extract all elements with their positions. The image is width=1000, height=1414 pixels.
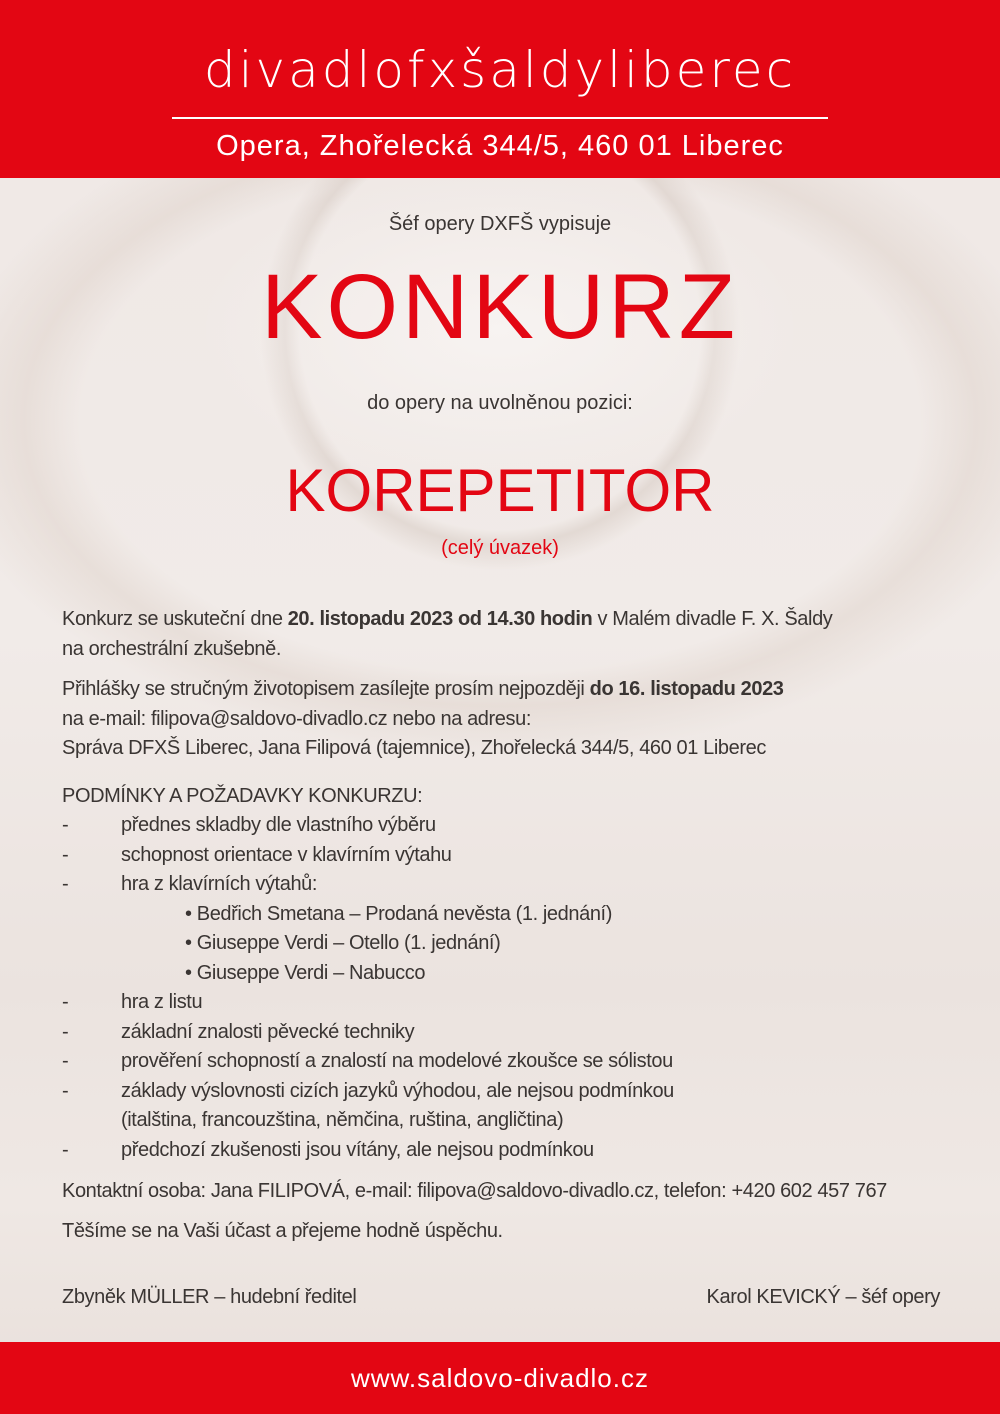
item-text: předchozí zkušenosti jsou vítány, ale nejsou podmínkou: [121, 1138, 594, 1161]
dash: -: [62, 1138, 69, 1161]
dash: -: [62, 1079, 69, 1102]
dash: -: [62, 843, 69, 866]
list-item-continuation: [62, 1106, 942, 1136]
body-content: [62, 605, 942, 1313]
website-link[interactable]: www.saldovo-divadlo.cz: [350, 1363, 649, 1393]
item-text: prověření schopností a znalostí na modelové zkoušce se sólistou: [121, 1050, 673, 1072]
conditions-heading: PODMÍNKY A POŽADAVKY KONKURZU:: [62, 784, 423, 807]
header-banner: [0, 0, 1000, 178]
position-note: (celý úvazek): [441, 537, 559, 559]
theatre-logo-title: divadlofxšaldyliberec: [203, 41, 797, 99]
text: Správa DFXŠ Liberec, Jana Filipová (tajemnice), Zhořelecká 344/5, 460 01 Liberec: [62, 737, 766, 759]
text: na orchestrální zkušebně.: [62, 637, 282, 660]
position-intro: do opery na uvolněnou pozici:: [367, 392, 633, 414]
list-item: [62, 1077, 942, 1107]
bullet-item: • Giuseppe Verdi – Nabucco: [185, 961, 426, 984]
list-item: [62, 841, 942, 871]
item-text: hra z klavírních výtahů:: [121, 873, 318, 895]
signature-left: Zbyněk MÜLLER – hudební ředitel: [62, 1286, 357, 1308]
item-text: přednes skladby dle vlastního výběru: [121, 814, 436, 836]
bullet-item: • Bedřich Smetana – Prodaná nevěsta (1. jednání): [185, 902, 612, 925]
closing-line: Těšíme se na Vaši účast a přejeme hodně úspěchu.: [62, 1219, 503, 1242]
item-text: základní znalosti pěvecké techniky: [121, 1020, 415, 1043]
header-address: Opera, Zhořelecká 344/5, 460 01 Liberec: [216, 130, 784, 162]
position-title: KOREPETITOR: [285, 457, 715, 524]
item-text: (italština, francouzština, němčina, ruština, angličtina): [121, 1109, 564, 1131]
dash: -: [62, 814, 69, 836]
text: na e-mail: filipova@saldovo-divadlo.cz nebo na adresu:: [62, 707, 531, 730]
application-paragraph: [62, 675, 942, 764]
list-item: [62, 1018, 942, 1048]
contact-line: Kontaktní osoba: Jana FILIPOVÁ, e-mail: filipova@saldovo-divadlo.cz, telefon: +420 602 457 767: [62, 1180, 887, 1202]
headline: KONKURZ: [261, 256, 739, 358]
audition-date-paragraph: [62, 605, 942, 664]
dash: -: [62, 991, 69, 1013]
conditions-section: [62, 782, 942, 1166]
intro-text: Šéf opery DXFŠ vypisuje: [388, 213, 612, 235]
list-item: [62, 1047, 942, 1077]
deadline: do 16. listopadu 2023: [589, 678, 784, 700]
signature-right: Karol KEVICKÝ – šéf opery: [706, 1286, 940, 1308]
indent: [62, 1106, 121, 1136]
item-text: hra z listu: [121, 991, 203, 1013]
list-item: [62, 988, 942, 1018]
footer-banner: [0, 1342, 1000, 1414]
dash: -: [62, 1020, 69, 1043]
dash: -: [62, 1050, 69, 1072]
signatures: [62, 1283, 940, 1313]
audition-date: 20. listopadu 2023 od 14.30 hodin: [287, 608, 593, 630]
text: v Malém divadle F. X. Šaldy: [592, 608, 833, 630]
item-text: schopnost orientace v klavírním výtahu: [121, 843, 452, 866]
text: Přihlášky se stručným životopisem zasílejte prosím nejpozději: [62, 678, 590, 700]
list-item: [62, 870, 942, 900]
bullet-item: • Giuseppe Verdi – Otello (1. jednání): [185, 932, 501, 954]
list-item: [62, 811, 942, 841]
text: Konkurz se uskuteční dne: [62, 608, 288, 630]
header-divider: [172, 117, 828, 119]
list-item: [62, 1136, 942, 1166]
item-text: základy výslovnosti cizích jazyků výhodou, ale nejsou podmínkou: [121, 1079, 674, 1102]
dash: -: [62, 873, 69, 895]
